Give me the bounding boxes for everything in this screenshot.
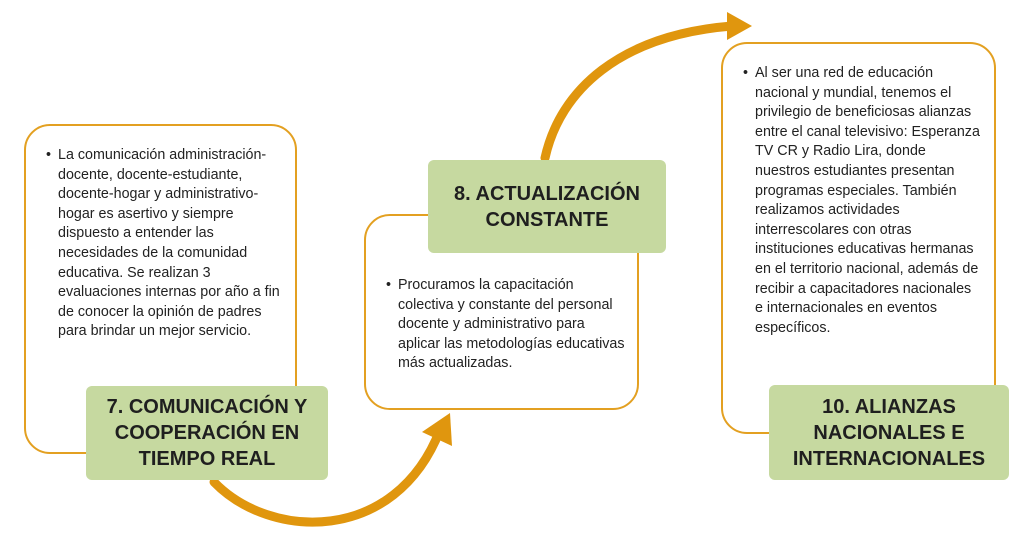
step-7-bullets xyxy=(46,146,281,342)
step-10-title: 10. ALIANZAS NACIONALES E INTERNACIONALES xyxy=(769,385,1009,480)
step-10-bullets xyxy=(743,64,982,338)
step-8-title: 8. ACTUALIZACIÓN CONSTANTE xyxy=(428,160,666,253)
step-7-title: 7. COMUNICACIÓN Y COOPERACIÓN EN TIEMPO REAL xyxy=(86,386,328,480)
step-10-card xyxy=(721,42,996,434)
step-7-text: • La comunicación administración-docente, docente-estudiante, docente-hogar y administrativo-hogar es asertivo y siempre dispuesto a entender las necesidades de la comunidad educativa. Se realizan 3 evaluaciones internas por año a fin de conocer la opinión de padres para brindar un mejor servicio. xyxy=(46,146,281,342)
step-8-bullets xyxy=(386,276,625,374)
step-10-text: • Al ser una red de educación nacional y mundial, tenemos el privilegio de beneficiosas alianzas entre el canal televisivo: Esperanza TV CR y Radio Lira, donde nuestros estudiantes presentan programas especiales. También realizamos actividades interrescolares con otras instituciones educativas hermanas en el territorio nacional, además de recibir a capacitadores nacionales e internacionales en eventos específicos. xyxy=(743,64,982,338)
arrowhead-step10 xyxy=(727,12,752,40)
arrow-step8-to-step10 xyxy=(545,26,732,158)
step-8-text: • Procuramos la capacitación colectiva y constante del personal docente y administrativo para aplicar las metodologías educativas más actualizadas. xyxy=(386,276,625,374)
